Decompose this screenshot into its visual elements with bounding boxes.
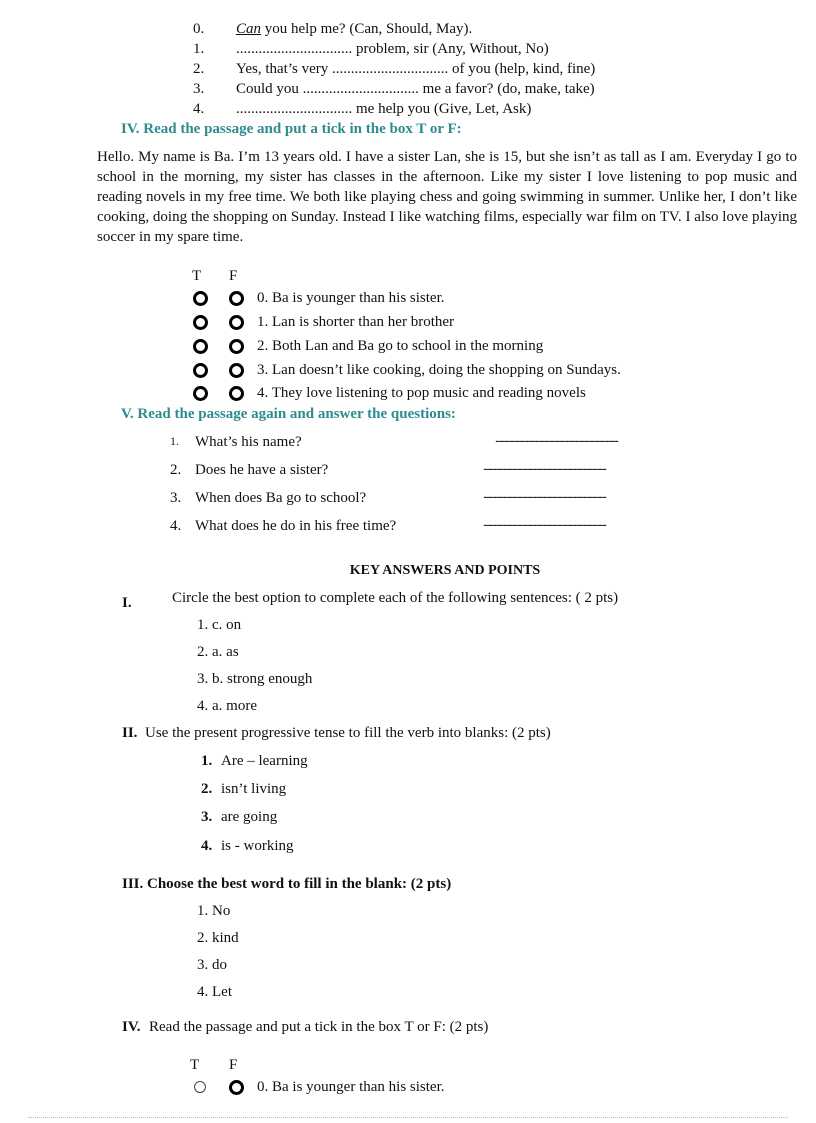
key-answers-title: KEY ANSWERS AND POINTS [349,563,541,578]
key-answer: 4. Let [197,984,232,1000]
page-bottom-divider [28,1117,788,1118]
key-answer-number: 2. [201,781,213,797]
item-line [236,21,472,38]
item-number: 0. [193,21,205,37]
item-text: you help me? (Can, Should, May). [261,21,473,37]
key-answer: 1. c. on [197,617,242,633]
item-number: 2. [193,61,205,77]
example-answer: Can [236,21,262,37]
false-circle-icon[interactable] [229,315,244,330]
false-circle-icon[interactable] [229,339,244,354]
question-text: Does he have a sister? [195,462,329,478]
true-circle-icon[interactable] [193,291,208,306]
question-number: 2. [170,462,182,478]
reading-passage: Hello. My name is Ba. I’m 13 years old. I have a sister Lan, she is 15, but she isn’t as tall as I am. Everyday I go to school in the morning, my sister has classes in the afternoon. Like my sister I love listening to pop music and reading novels in my free time. We both like playing chess and going swimming in summer. Unlike her, I don’t like cooking, doing the shopping on Sunday. Instead I like watching films, especially war film on TV. I also love playing soccer in my spare time. [97,149,797,245]
key-answer: 3. do [197,957,227,973]
item-text: Yes, that’s very ............................... of you (help, kind, fine) [236,61,596,77]
exercise-5-heading: V. Read the passage again and answer the questions: [121,406,456,422]
key-answer: Are – learning [221,753,308,769]
answer-blank[interactable]: .................................................................................................. [495,433,618,445]
item-text: ............................... me help you (Give, Let, Ask) [236,101,532,117]
true-column-label: T [192,268,202,284]
tf-statement: 1. Lan is shorter than her brother [257,314,455,330]
key-section-4-instruction: Read the passage and put a tick in the box T or F: (2 pts) [149,1019,489,1035]
key-answer-number: 3. [201,809,213,825]
item-text: ............................... problem, sir (Any, Without, No) [236,41,549,57]
key-answer: 2. kind [197,930,239,946]
key-answer: 3. b. strong enough [197,671,313,687]
true-circle-icon[interactable] [193,363,208,378]
true-circle-icon[interactable] [193,339,208,354]
false-circle-icon [229,1080,244,1095]
key-answer-number: 4. [201,838,213,854]
key-answer: are going [221,809,278,825]
item-number: 1. [193,41,205,57]
key-answer: is - working [221,838,294,854]
false-circle-icon[interactable] [229,363,244,378]
item-text: Could you ............................... me a favor? (do, make, take) [236,81,595,97]
question-number: 3. [170,490,182,506]
key-answer: 2. a. as [197,644,239,660]
question-text: What does he do in his free time? [195,518,397,534]
true-circle-icon[interactable] [193,315,208,330]
question-text: When does Ba go to school? [195,490,367,506]
sun-circle-icon [194,1081,206,1093]
false-circle-icon[interactable] [229,386,244,401]
key-section-1-label: I. [122,595,132,611]
key-answer: isn’t living [221,781,287,797]
key-answer-number: 1. [201,753,213,769]
key-section-2-label: II. [122,725,138,741]
true-circle-icon[interactable] [193,386,208,401]
false-column-label: F [229,1057,238,1073]
key-answer: 4. a. more [197,698,257,714]
tf-statement: 2. Both Lan and Ba go to school in the morning [257,338,544,354]
false-column-label: F [229,268,238,284]
tf-statement: 4. They love listening to pop music and reading novels [257,385,586,401]
tf-statement: 0. Ba is younger than his sister. [257,290,445,306]
question-number: 4. [170,518,182,534]
item-number: 4. [193,101,205,117]
key-section-2-instruction: Use the present progressive tense to fill the verb into blanks: (2 pts) [145,725,551,741]
item-number: 3. [193,81,205,97]
question-number: 1. [170,434,179,448]
false-circle-icon[interactable] [229,291,244,306]
key-section-3-heading: III. Choose the best word to fill in the blank: (2 pts) [122,876,452,892]
answer-blank[interactable]: .................................................................................................. [483,517,606,529]
key-answer: 1. No [197,903,231,919]
exercise-4-heading: IV. Read the passage and put a tick in the box T or F: [121,121,462,137]
question-text: What’s his name? [195,434,302,450]
tf-statement: 3. Lan doesn’t like cooking, doing the shopping on Sundays. [257,362,621,378]
answer-blank[interactable]: .................................................................................................. [483,461,606,473]
answer-blank[interactable]: .................................................................................................. [483,489,606,501]
true-column-label: T [190,1057,200,1073]
key-section-1-instruction: Circle the best option to complete each of the following sentences: ( 2 pts) [172,590,619,606]
key-section-4-label: IV. [122,1019,141,1035]
tf-statement: 0. Ba is younger than his sister. [257,1079,445,1095]
